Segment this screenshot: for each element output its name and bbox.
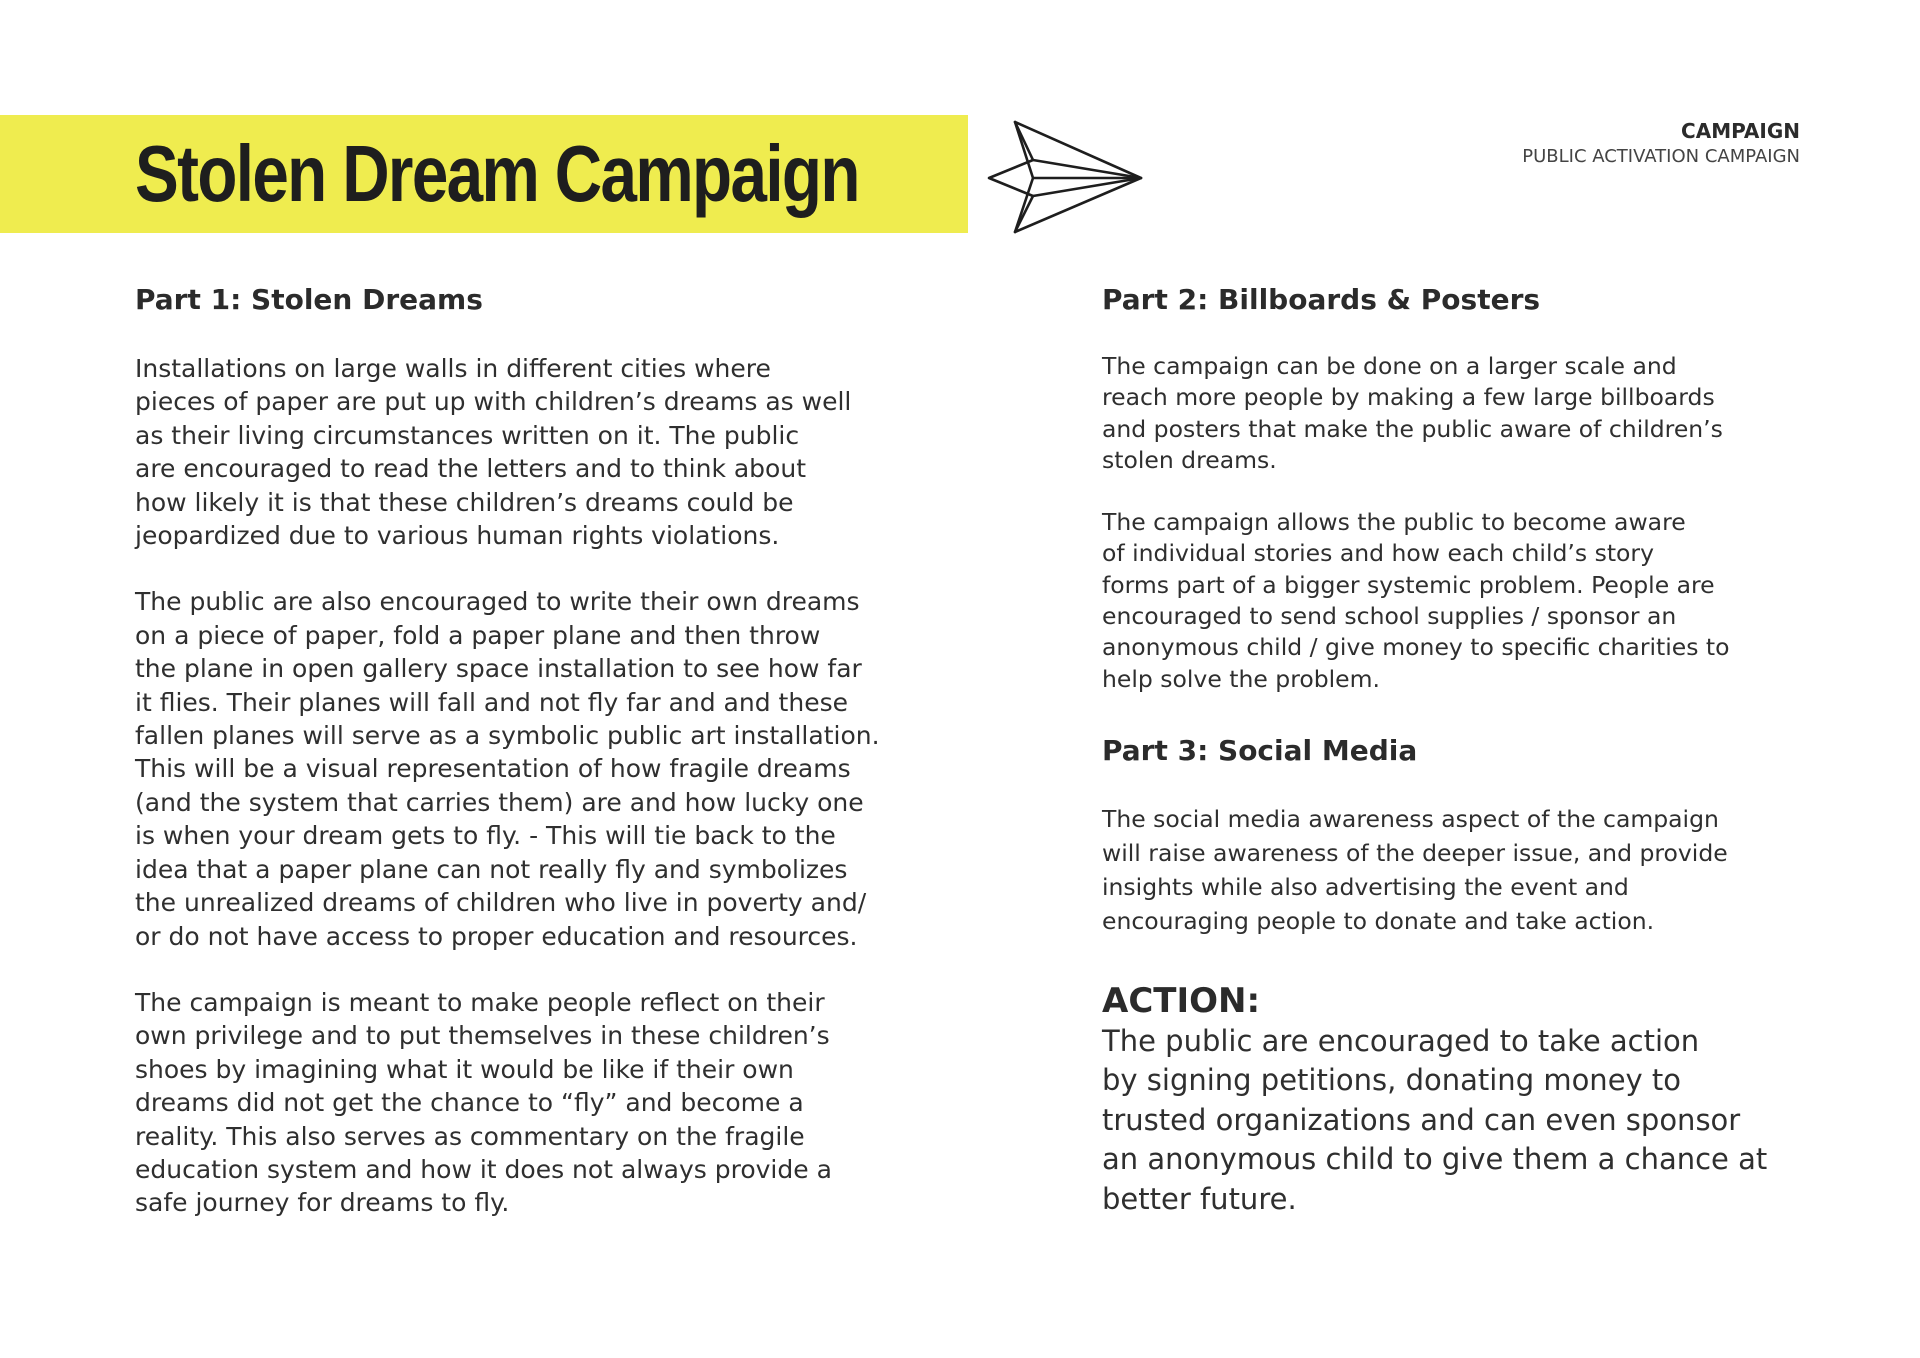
part1-paragraph-2: The public are also encouraged to write their own dreams on a piece of paper, fold a paper plane and then throw the plane in open gallery space installation to see how far it flies. Their planes will fall and not fly far and and these fallen planes will serve as a symbolic public art installation. This will be a visual representation of how fragile dreams (and the system that carries them) are and how lucky one is when your dream gets to fly. - This will tie back to the idea that a paper plane can not really fly and symbolizes the unrealized dreams of children who live in poverty and/ or do not have access to proper education and resources. bbox=[135, 587, 880, 951]
action-text: The public are encouraged to take action by signing petitions, donating money to trusted organizations and can even sponsor an anonymous child to give them a chance at better future. bbox=[1102, 1023, 1768, 1216]
section-label-subtitle: PUBLIC ACTIVATION CAMPAIGN bbox=[1522, 146, 1800, 167]
part3-heading: Part 3: Social Media bbox=[1102, 733, 1418, 767]
section-label bbox=[1522, 118, 1800, 170]
left-column bbox=[135, 282, 955, 1220]
action-heading: ACTION: bbox=[1102, 980, 1261, 1021]
part1-heading: Part 1: Stolen Dreams bbox=[135, 283, 483, 316]
paper-plane-icon bbox=[985, 118, 1145, 236]
page-title: Stolen Dream Campaign bbox=[135, 129, 859, 218]
part2-paragraph-1: The campaign can be done on a larger scale and reach more people by making a few large billboards and posters that make the public aware of children’s stolen dreams. bbox=[1102, 352, 1723, 474]
part1-paragraph-3: The campaign is meant to make people reflect on their own privilege and to put themselves in these children’s shoes by imagining what it would be like if their own dreams did not get the chance to “fly” and become a reality. This also serves as commentary on the fragile education system and how it does not always provide a safe journey for dreams to fly. bbox=[135, 987, 832, 1218]
part2-paragraph-2: The campaign allows the public to become aware of individual stories and how each child’s story forms part of a bigger systemic problem. People are encouraged to send school supplies / sponsor an anonymous child / give money to specific charities to help solve the problem. bbox=[1102, 508, 1730, 693]
section-label-title: CAMPAIGN bbox=[1681, 119, 1800, 143]
part3-paragraph: The social media awareness aspect of the campaign will raise awareness of the deeper issue, and provide insights while also advertising the event and encouraging people to donate and take action. bbox=[1102, 804, 1728, 935]
part2-heading: Part 2: Billboards & Posters bbox=[1102, 283, 1541, 316]
right-column bbox=[1102, 282, 1822, 1219]
part1-paragraph-1: Installations on large walls in different cities where pieces of paper are put up with children’s dreams as well as their living circumstances written on it. The public are encouraged to read the letters and to think about how likely it is that these children’s dreams could be jeopardized due to various human rights violations. bbox=[135, 354, 852, 551]
